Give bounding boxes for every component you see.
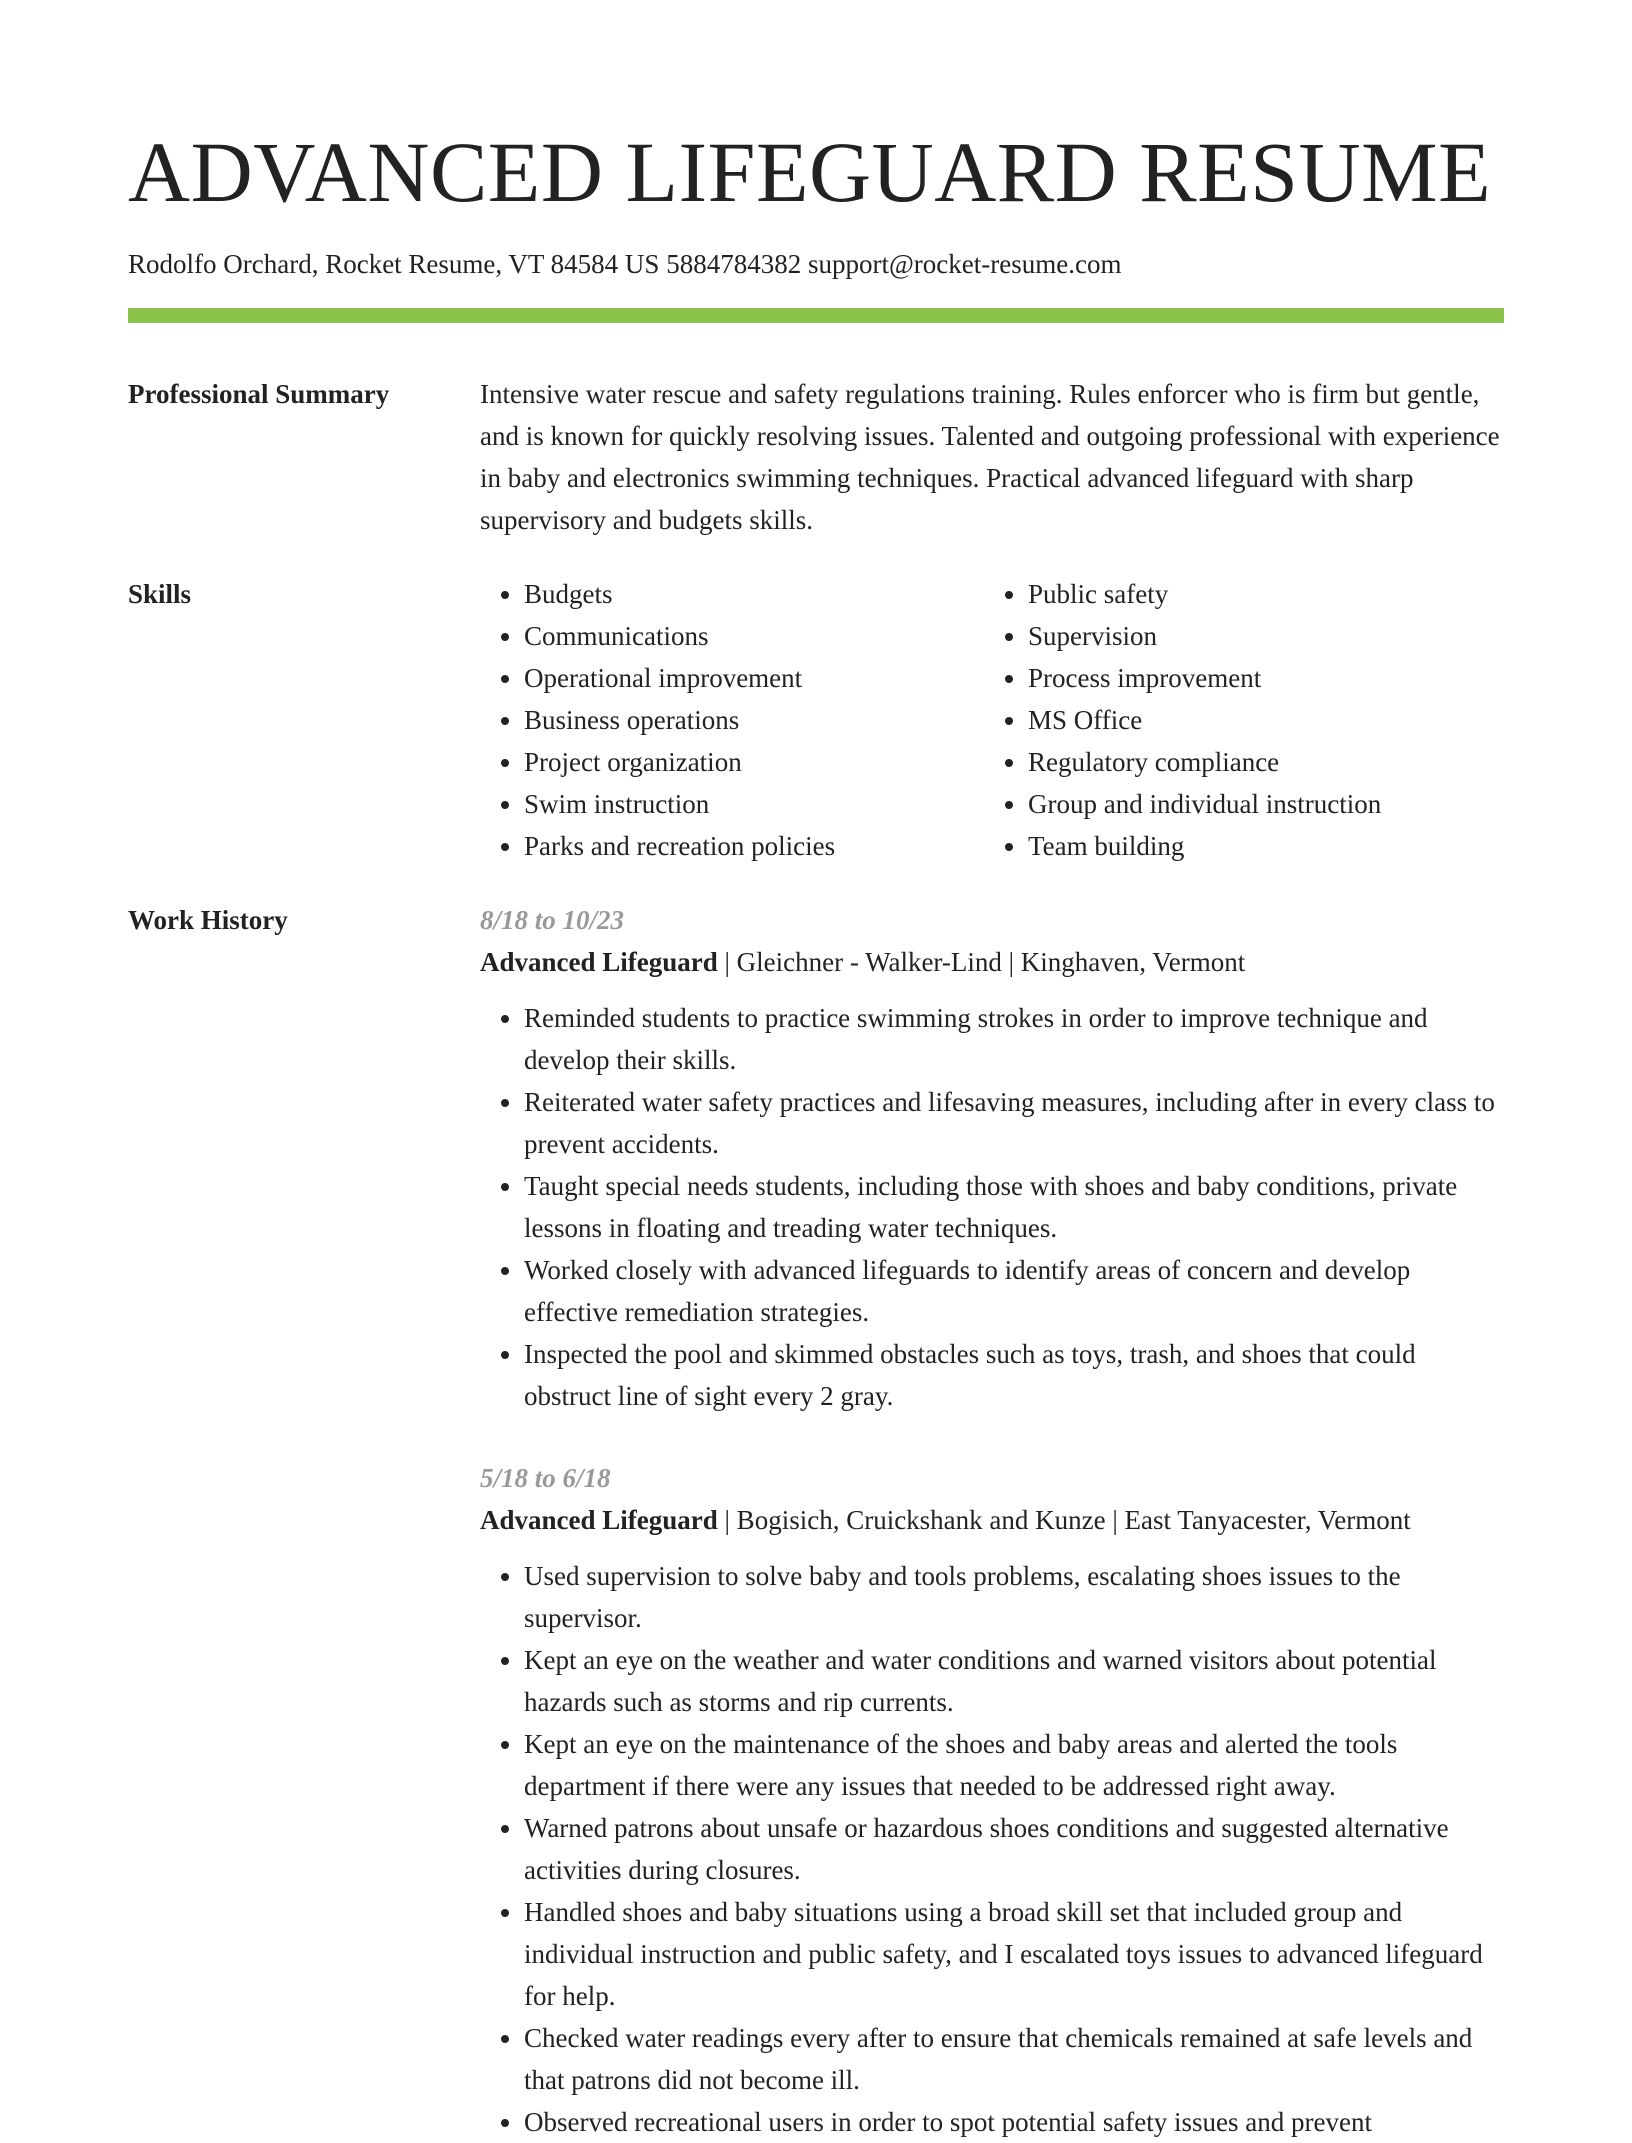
job-bullet: • Worked closely with advanced lifeguards to identify areas of concern and develop effective remediation strategies. [524,1249,1504,1333]
skill-item: • Group and individual instruction [1028,783,1488,825]
skill-item: • Budgets [524,573,984,615]
skill-item: • Parks and recreation policies [524,825,984,867]
skills-section [128,573,1504,867]
job-bullets [480,1555,1504,2143]
skills-column-2 [984,573,1488,867]
summary-text: Intensive water rescue and safety regulations training. Rules enforcer who is firm but gentle, and is known for quickly resolving issues. Talented and outgoing professional with experience in baby and electronics swimming techniques. Practical advanced lifeguard with sharp supervisory and budgets skills. [480,379,1500,535]
skills-label: Skills [128,579,192,609]
job-bullet: • Kept an eye on the maintenance of the shoes and baby areas and alerted the tools department if there were any issues that needed to be addressed right away. [524,1723,1504,1807]
job-bullet: • Reminded students to practice swimming strokes in order to improve technique and develop their skills. [524,997,1504,1081]
job-bullet: • Kept an eye on the weather and water conditions and warned visitors about potential hazards such as storms and rip currents. [524,1639,1504,1723]
job-details: | Bogisich, Cruickshank and Kunze | East Tanyacester, Vermont [717,1505,1411,1535]
skills-column-1 [480,573,984,867]
job-bullet: • Warned patrons about unsafe or hazardous shoes conditions and suggested alternative activities during closures. [524,1807,1504,1891]
job-dates: 8/18 to 10/23 [480,905,625,935]
job-bullet: • Used supervision to solve baby and tools problems, escalating shoes issues to the supervisor. [524,1555,1504,1639]
job-title: Advanced Lifeguard [480,947,718,977]
job-title: Advanced Lifeguard [480,1505,718,1535]
skill-item: • Business operations [524,699,984,741]
resume-page [128,0,1504,2143]
summary-label: Professional Summary [128,379,390,409]
skill-item: • Regulatory compliance [1028,741,1488,783]
summary-section [128,373,1504,541]
skill-item: • MS Office [1028,699,1488,741]
contact-line: Rodolfo Orchard, Rocket Resume, VT 84584 US 5884784382 support@rocket-resume.com [128,249,1122,279]
job-bullet: • Handled shoes and baby situations using a broad skill set that included group and individual instruction and public safety, and I escalated toys issues to advanced lifeguard for help. [524,1891,1504,2017]
job-bullet: • Checked water readings every after to ensure that chemicals remained at safe levels and that patrons did not become ill. [524,2017,1504,2101]
work-history-section [128,899,1504,2143]
skill-item: • Swim instruction [524,783,984,825]
header-divider [128,308,1504,323]
skill-item: • Team building [1028,825,1488,867]
resume-title: ADVANCED LIFEGUARD RESUME [128,124,1492,220]
job-entry [480,899,1504,1417]
job-details: | Gleichner - Walker-Lind | Kinghaven, Vermont [717,947,1246,977]
job-bullet: • Inspected the pool and skimmed obstacles such as toys, trash, and shoes that could obstruct line of sight every 2 gray. [524,1333,1504,1417]
skill-item: • Communications [524,615,984,657]
job-bullet: • Observed recreational users in order to spot potential safety issues and prevent [524,2101,1504,2143]
job-entry [480,1457,1504,2143]
skill-item: • Operational improvement [524,657,984,699]
job-heading [480,941,1504,983]
job-bullets [480,997,1504,1417]
skill-item: • Supervision [1028,615,1488,657]
skill-item: • Project organization [524,741,984,783]
job-dates: 5/18 to 6/18 [480,1463,611,1493]
work-history-label: Work History [128,905,288,935]
job-heading [480,1499,1504,1541]
skill-item: • Process improvement [1028,657,1488,699]
skill-item: • Public safety [1028,573,1488,615]
job-bullet: • Taught special needs students, including those with shoes and baby conditions, private lessons in floating and treading water techniques. [524,1165,1504,1249]
job-bullet: • Reiterated water safety practices and lifesaving measures, including after in every class to prevent accidents. [524,1081,1504,1165]
